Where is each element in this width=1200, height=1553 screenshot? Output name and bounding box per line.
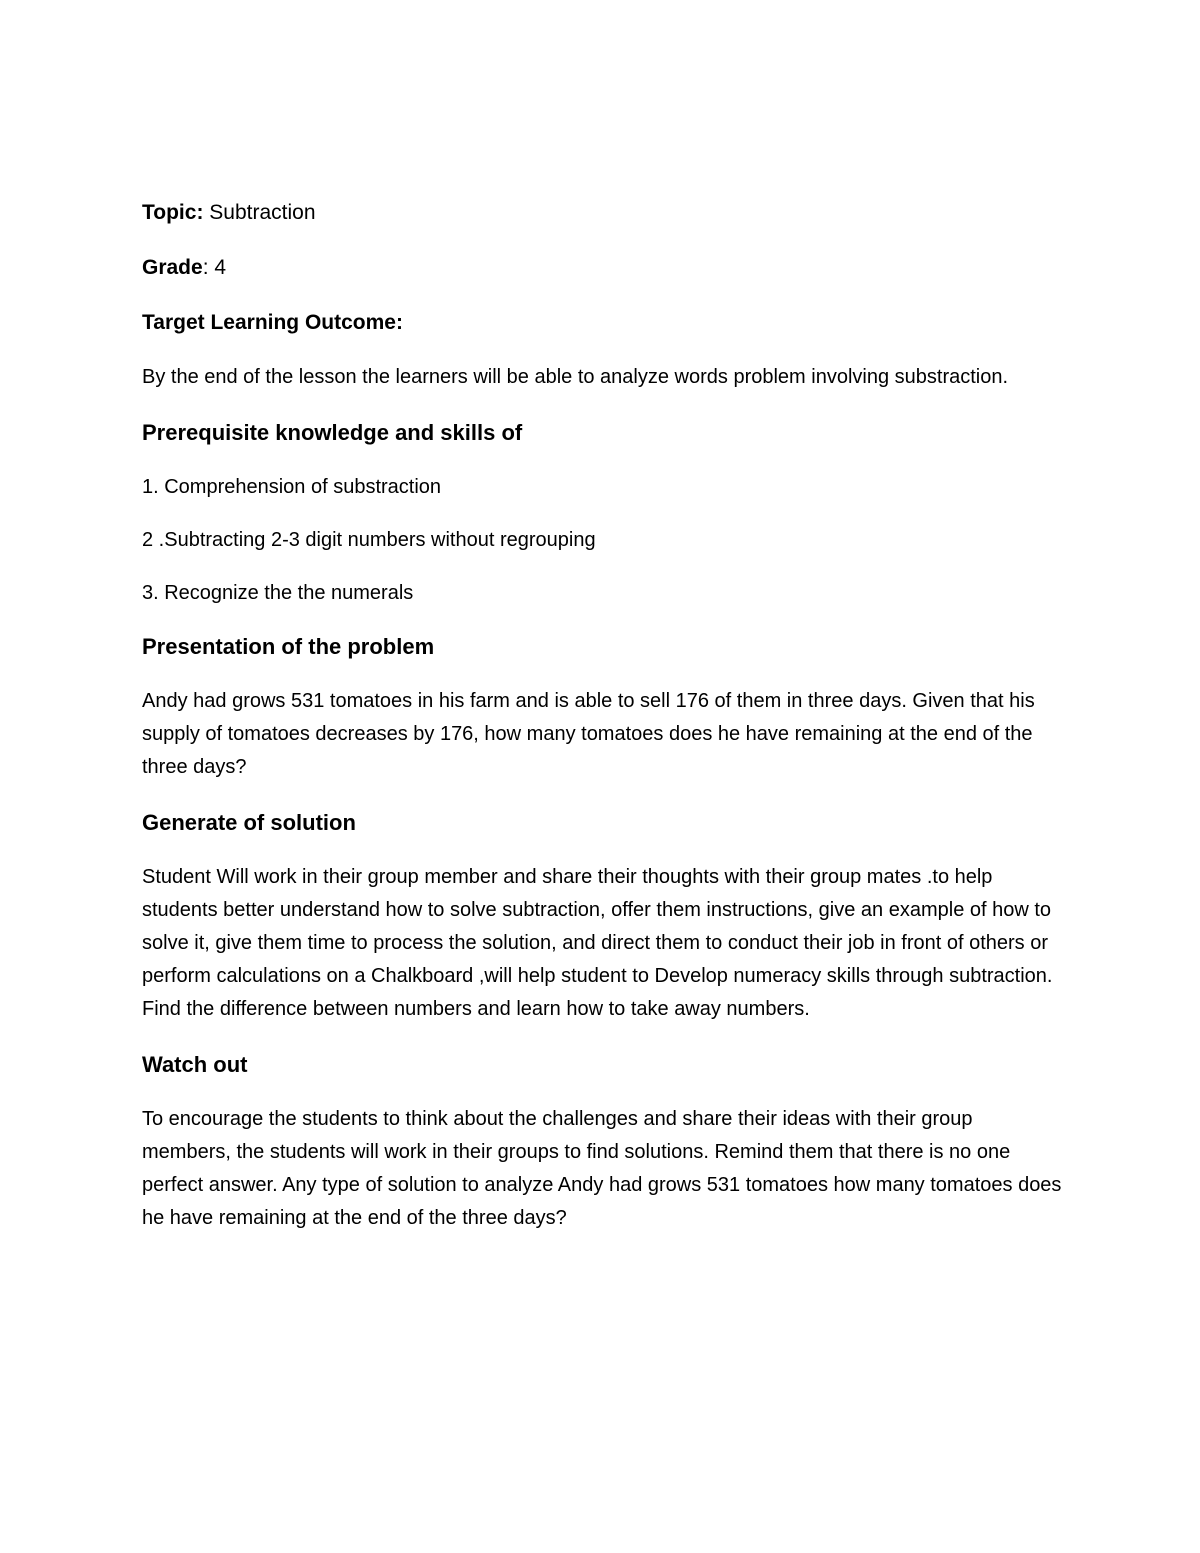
prerequisite-item-1: 1. Comprehension of substraction: [142, 476, 442, 498]
prerequisite-item-2: 2 .Subtracting 2-3 digit numbers without regrouping: [142, 529, 596, 551]
topic-value: Subtraction: [209, 201, 316, 224]
generate-solution-text: Student Will work in their group member and share their thoughts with their group mates .to help students better understand how to solve subtraction, offer them instructions, give an example of how to solve it, give them time to process the solution, and direct them to conduct their job in front of others or perform calculations on a Chalkboard ,will help student to Develop numeracy skills through subtraction. Find the difference between numbers and learn how to take away numbers.: [142, 866, 1053, 1020]
grade-label: Grade: [142, 256, 203, 279]
topic-label: Topic: [142, 201, 197, 224]
prerequisite-item-3: 3. Recognize the the numerals: [142, 582, 414, 604]
topic-separator: :: [196, 201, 204, 224]
grade-line: [142, 251, 1062, 284]
target-outcome-text: By the end of the lesson the learners will be able to analyze words problem involving substraction.: [142, 366, 1009, 388]
presentation-heading: Presentation of the problem: [142, 634, 435, 659]
watch-out-text: To encourage the students to think about the challenges and share their ideas with their group members, the students will work in their groups to find solutions. Remind them that there is no one perfect answer. Any type of solution to analyze Andy had grows 531 tomatoes how many tomatoes does he have remaining at the end of the three days?: [142, 1108, 1062, 1229]
generate-solution-heading: Generate of solution: [142, 810, 356, 835]
watch-out-heading: Watch out: [142, 1052, 248, 1077]
topic-line: [142, 196, 1062, 229]
document-body: [142, 196, 1062, 1257]
grade-separator: :: [202, 256, 209, 279]
target-outcome-heading: Target Learning Outcome:: [142, 311, 403, 334]
presentation-text: Andy had grows 531 tomatoes in his farm and is able to sell 176 of them in three days. Given that his supply of tomatoes decreases by 176, how many tomatoes does he have remaining at the end of the three days?: [142, 690, 1035, 778]
prerequisite-heading: Prerequisite knowledge and skills of: [142, 420, 523, 445]
grade-value: 4: [214, 256, 227, 279]
